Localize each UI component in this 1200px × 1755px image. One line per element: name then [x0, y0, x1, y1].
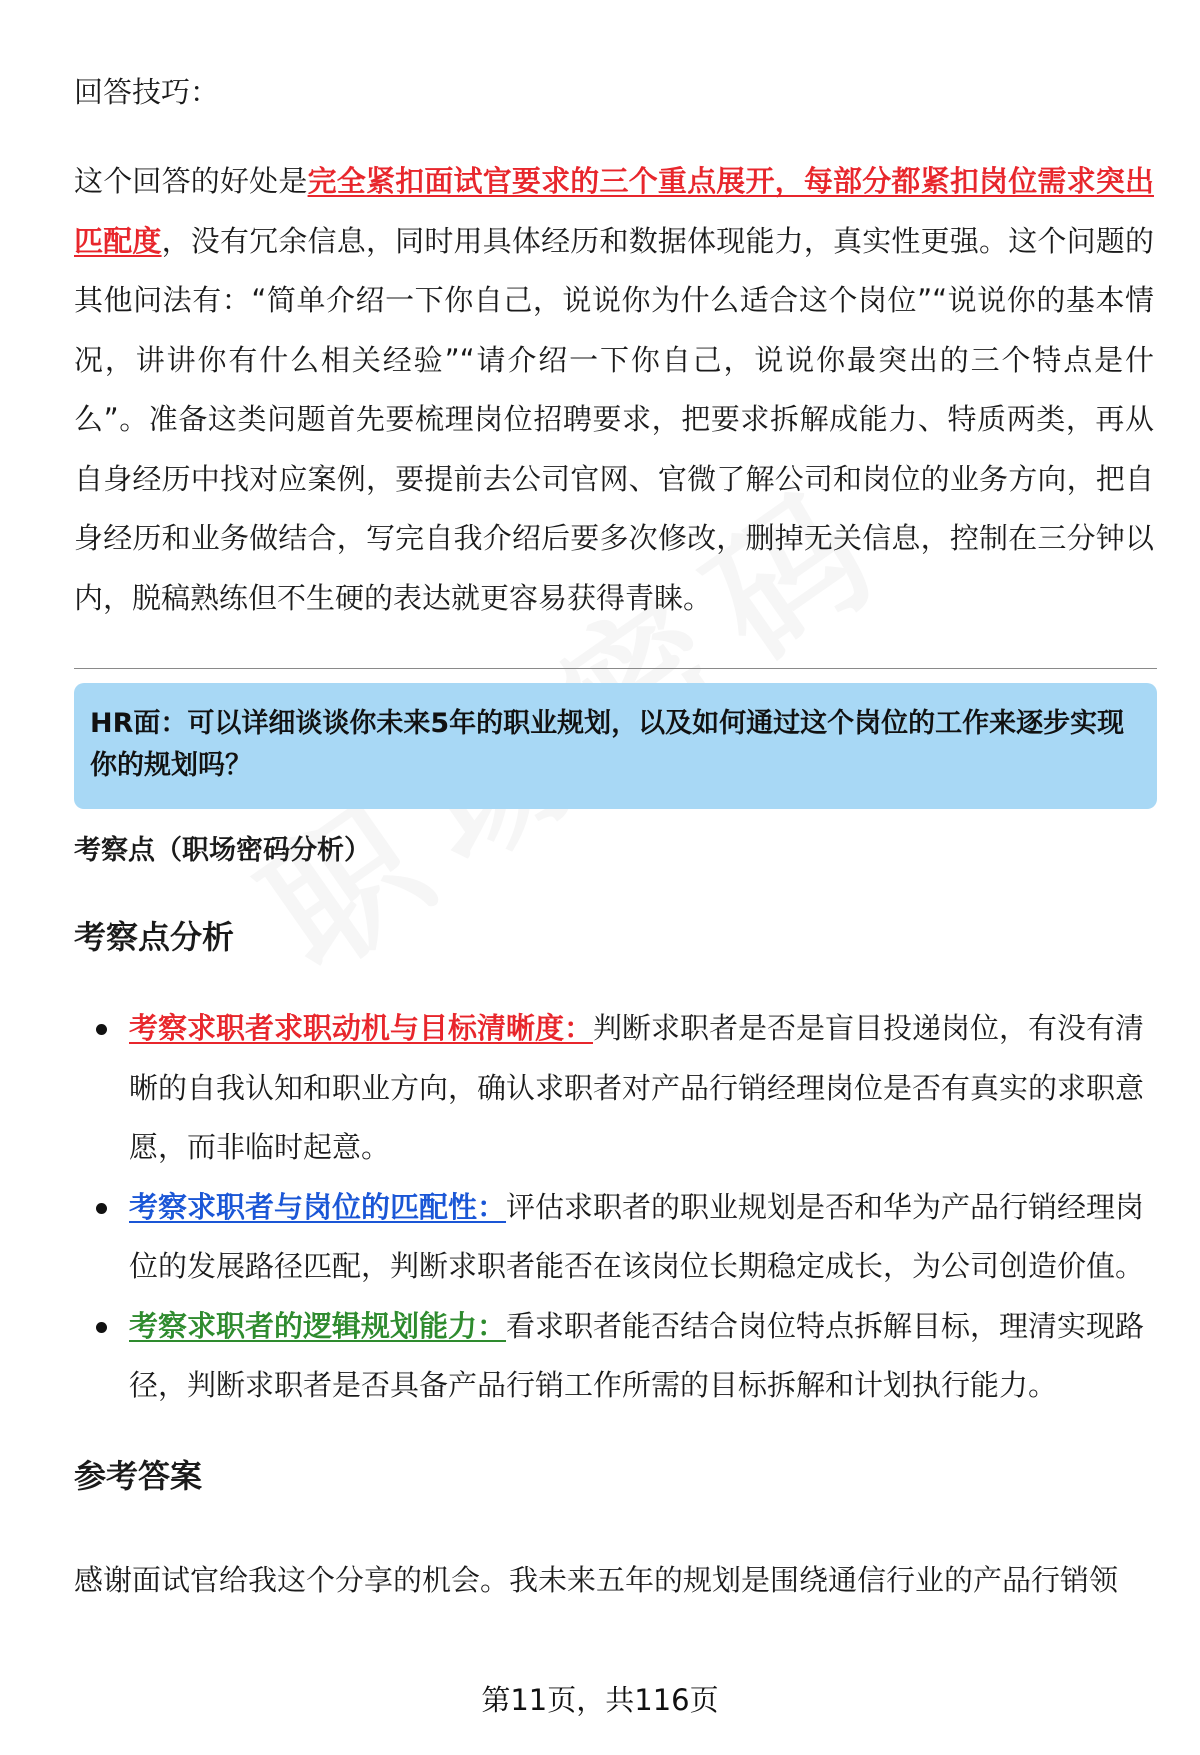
answer-tips-label: 回答技巧： [74, 75, 220, 109]
list-item [74, 1297, 1157, 1416]
tips-paragraph [74, 152, 1154, 628]
answer-heading: 参考答案 [74, 1456, 203, 1495]
question-box: HR面：可以详细谈谈你未来5年的职业规划，以及如何通过这个岗位的工作来逐步实现你的规划吗？ [74, 683, 1157, 809]
analysis-heading: 考察点分析 [74, 918, 235, 956]
bullet-title: 考察求职者求职动机与目标清晰度： [129, 1011, 594, 1045]
page-number: 第11页，共116页 [481, 1683, 719, 1717]
page-content [74, 60, 1154, 1600]
analysis-list [74, 999, 1154, 1416]
exam-point-label: 考察点（职场密码分析） [74, 835, 371, 866]
list-item [74, 999, 1157, 1178]
tips-prefix: 这个回答的好处是 [74, 164, 308, 198]
list-item [74, 1178, 1157, 1297]
tips-rest: ，没有冗余信息，同时用具体经历和数据体现能力，真实性更强。这个问题的其他问法有：“简单介绍一下你自己，说说你为什么适合这个岗位”“说说你的基本情况，讲讲你有什么相关经验”“请介绍一下你自己，说说你最突出的三个特点是什么”。准备这类问题首先要梳理岗位招聘要求，把要求拆解成能力、特质两类，再从自身经历中找对应案例，要提前去公司官网、官微了解公司和岗位的业务方向，把自身经历和业务做结合，写完自我介绍后要多次修改，删掉无关信息，控制在三分钟以内，脱稿熟练但不生硬的表达就更容易获得青睐。 [74, 223, 1154, 615]
bullet-text: 评估求职者的职业规划是否和华为产品行销经理岗位的发展路径匹配，判断求职者能否在该岗位长期稳定成长，为公司创造价值。 [129, 1189, 1145, 1283]
bullet-title: 考察求职者的逻辑规划能力： [129, 1308, 507, 1343]
bullet-title: 考察求职者与岗位的匹配性： [129, 1189, 507, 1224]
bullet-dot-icon [96, 1024, 107, 1035]
bullet-dot-icon [96, 1203, 107, 1214]
section-divider [74, 668, 1157, 669]
answer-text: 感谢面试官给我这个分享的机会。我未来五年的规划是围绕通信行业的产品行销领 [74, 1562, 1119, 1597]
bullet-text: 看求职者能否结合岗位特点拆解目标，理清实现路径，判断求职者是否具备产品行销工作所需的目标拆解和计划执行能力。 [129, 1308, 1145, 1402]
tips-highlight: 完全紧扣面试官要求的三个重点展开，每部分都紧扣岗位需求突出匹配度 [74, 164, 1154, 258]
bullet-text: 判断求职者是否是盲目投递岗位，有没有清晰的自我认知和职业方向，确认求职者对产品行销经理岗位是否有真实的求职意愿，而非临时起意。 [129, 1011, 1145, 1164]
bullet-dot-icon [96, 1322, 107, 1333]
